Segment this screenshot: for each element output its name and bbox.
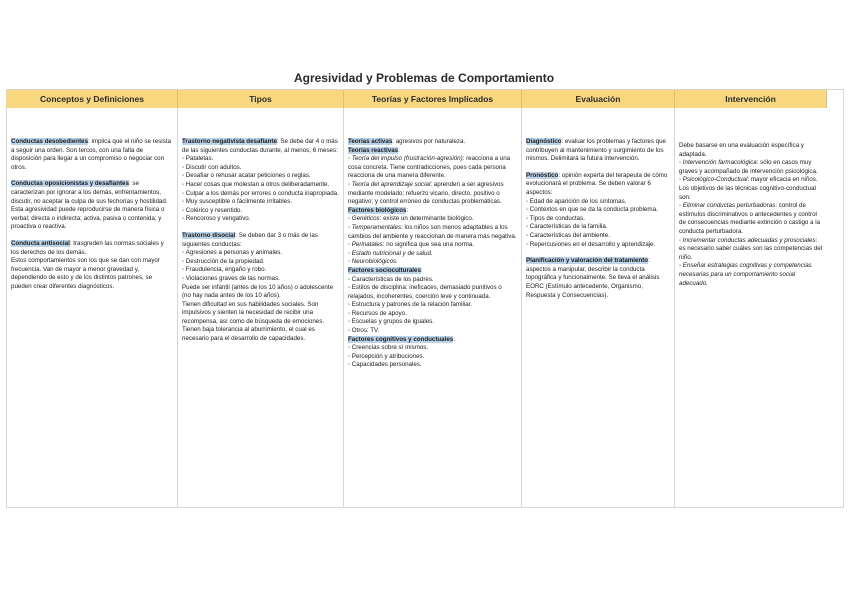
list-item: - Creencias sobre sí mismos. [348,344,429,352]
list-item: - Colérico y resentido. [182,206,243,214]
paragraph: Puede ser infantil (antes de los 10 años) o adolescente (no hay nada antes de los 10 años). [182,283,334,300]
text: : implica que el niño se resista a seguir una orden. Son tercos, con una falta de disposición para llegar a un compromiso o negociar con otros. [11,138,171,171]
list-item: - Discutir con adultos. [182,163,242,171]
paragraph [348,138,517,147]
list-item: - Edad de aparición de los síntomas. [526,197,627,205]
list-item: - Temperamentales: los niños son menos adaptables a los cambios del ambiente y reaccionan de manera más negativa. [348,223,517,240]
cell-tipos [178,108,344,507]
cell-teorias [344,108,522,507]
term-highlight: Pronóstico [526,171,559,179]
list-item: - Repercusiones en el desarrollo y aprendizaje. [526,240,656,248]
text: : Se debe dar 4 o más de las siguientes conductas durante, al menos, 6 meses: [182,138,338,154]
list-item: - Neurobiológicos. [348,258,398,266]
list-item: - Agresiones a personas y animales. [182,249,283,257]
page-title: Agresividad y Problemas de Comportamiento [293,71,555,85]
list-item: - Enseñar estrategias cognitivas y competencias necesarias para un comportamiento social adecuado. [679,262,812,287]
list-item: - Pataletas. [182,155,214,163]
header-conceptos: Conceptos y Definiciones [7,90,178,108]
text: : aspectos a manipular, describir la conducta topográfica y funcionalmente. Se lleva el análisis EORC (Estímulo antecedente, Organismo, Respuesta y Consecuencias). [526,257,660,299]
paragraph [526,257,670,300]
header-intervencion: Intervención [675,90,827,108]
list-item: - Teoría del aprendizaje social: aprenden a ser agresivos mediante modelado; refuerzo vicario, directo, positivo o negativo; y control erróneo de conductas problemáticas. [348,180,504,206]
list-item: - Psicológico-Conductual: mayor eficacia en niños. [679,176,818,184]
term-highlight: Conductas oposicionistas y desafiantes [11,180,129,188]
header-teorias: Teorías y Factores Implicados [344,90,522,108]
cell-conceptos [7,108,178,507]
term-highlight: Conductas desobedientes [11,138,89,145]
paragraph: Esta agresividad puede reproducirse de manera física o verbal; directa o indirecta; activa, pasiva o contenida; y proactiva o reactiva. [11,206,165,231]
list-item: - Culpar a los demás por errores o conducta inapropiada. [182,189,339,197]
list-t1 [182,155,339,224]
list-item: - Destrucción de la propiedad. [182,257,265,265]
list-item: - Desafiar o rehusar acatar peticiones o reglas. [182,172,311,180]
list-item: - Estilos de disciplina: ineficaces, demasiado punitivos o relajados, incoherentes, coerción leve y continuada. [348,284,502,300]
list-item: - Escuelas y grupos de iguales. [348,318,434,326]
header-tipos: Tipos [178,90,344,108]
list-item: - Características de los padres. [348,275,434,283]
summary-table [6,89,844,508]
paragraph: Debe basarse en una evaluación específica y adaptada. [679,142,804,158]
list-t2 [182,249,339,283]
list-item: - Intervención farmacológica: sólo en casos muy graves y acompañado de intervención psicológica. [679,159,818,175]
list-item: - Teoría del impulso (frustración-agresión): reacciona a una cosa concreta. Tiene contradicciones, pues cada persona reacciona de una manera diferente. [348,155,511,180]
list-item: - Genéticos: existe un determinante biológico. [348,215,474,223]
list-item: - Contextos en que se da la conducta problema. [526,206,658,214]
list-item: - Otros: TV. [348,327,380,335]
paragraph: Factores cognitivos y conductuales: [348,335,455,343]
list-item: - Tipos de conductas. [526,214,585,222]
text: : evaluar los problemas y factores que contribuyen al mantenimiento y surgimiento de los mismos. Delimitará la futura intervención. [526,138,666,163]
text: : opinión experta del terapeuta de cómo evolucionará el problema. Se deben valorar 6 aspectos: [526,171,668,196]
term-highlight: Factores cognitivos y conductuales [348,335,454,343]
paragraph [182,138,339,155]
cell-evaluacion [522,108,675,507]
term-highlight: Teorías activas [348,138,393,145]
paragraph [11,138,173,172]
term-highlight: Conducta antisocial [11,239,70,247]
term-highlight: Trastorno negativista desafiante [182,138,277,145]
paragraph: Estos comportamientos son los que se dan con mayor frecuencia. Van de mayor a menor gravedad y, dependiendo de esto y de los distintos patrones, se pueden crear diferentes diagnósticos. [11,257,160,290]
term-highlight: Factores biológicos [348,206,407,214]
list-item: - Características de la familia. [526,223,608,231]
list-item: - Capacidades personales. [348,361,422,369]
list-item: - Eliminar conductas perturbadoras: control de estímulos discriminativos o antecedentes y control de consecuencias mediante extinción o castigo a la conducta perturbadora. [679,202,821,235]
list-item: - Estructura y patrones de la relación familiar. [348,301,473,309]
list-item: - Características del ambiente. [526,231,610,239]
header-evaluacion: Evaluación [522,90,675,108]
paragraph [11,240,173,257]
paragraph [11,180,173,206]
text: : Se deben dar 3 o más de las siguientes conductas: [182,231,318,248]
text: : se caracterizan por ignorar a los demás, enfrentamientos, discutir, no aceptar la culpa de sus fechorías y hostilidad. [11,180,168,205]
cell-intervencion [675,108,827,507]
paragraph: Factores socioculturales: [348,266,423,274]
paragraph [526,172,670,198]
list-item: - Incrementar conductas adecuadas y prosociales: es necesario saber cuáles son las competencias del niño. [679,236,823,261]
list-item: - Recursos de apoyo. [348,309,407,317]
list-item: - Muy susceptible o fácilmente irritables. [182,198,293,206]
list-item: - Violaciones graves de las normas. [182,274,280,282]
list-item: - Percepción y atribuciones. [348,352,425,360]
paragraph: Factores biológicos: [348,206,409,214]
term-highlight: Planificación y valoración del tratamiento [526,257,649,265]
paragraph [182,232,339,249]
term-highlight: Teorías reactivas [348,146,399,154]
term-highlight: Trastorno disocial [182,231,236,239]
text: : trasgreden las normas sociales y los derechos de los demás. [11,239,164,256]
term-highlight: Factores socioculturales [348,266,421,274]
list-item: - Fraudulencia, engaño y robo. [182,266,267,274]
list-item: - Rencoroso y vengativo. [182,215,251,223]
term-highlight: Diagnóstico [526,138,562,145]
paragraph: Tienen dificultad en sus habilidades sociales. Son impulsivos y sienten la necesidad de recibir una recompensa, así como de búsqueda de emociones. Tienen baja tolerancia al aburrimiento, el cual es necesario para el desarrollo de capacidades. [182,300,325,343]
paragraph: Los objetivos de las técnicas cognitivo-conductual son: [679,184,816,201]
list-item: - Hacer cosas que molestan a otros deliberadamente. [182,180,330,188]
list-item: - Estado nutricional y de salud. [348,249,433,257]
paragraph [526,138,670,164]
text: : agresivos por naturaleza. [392,138,466,145]
list-item: - Perinatales: no significa que sea una norma. [348,241,474,249]
paragraph: Teorías reactivas: [348,146,400,154]
